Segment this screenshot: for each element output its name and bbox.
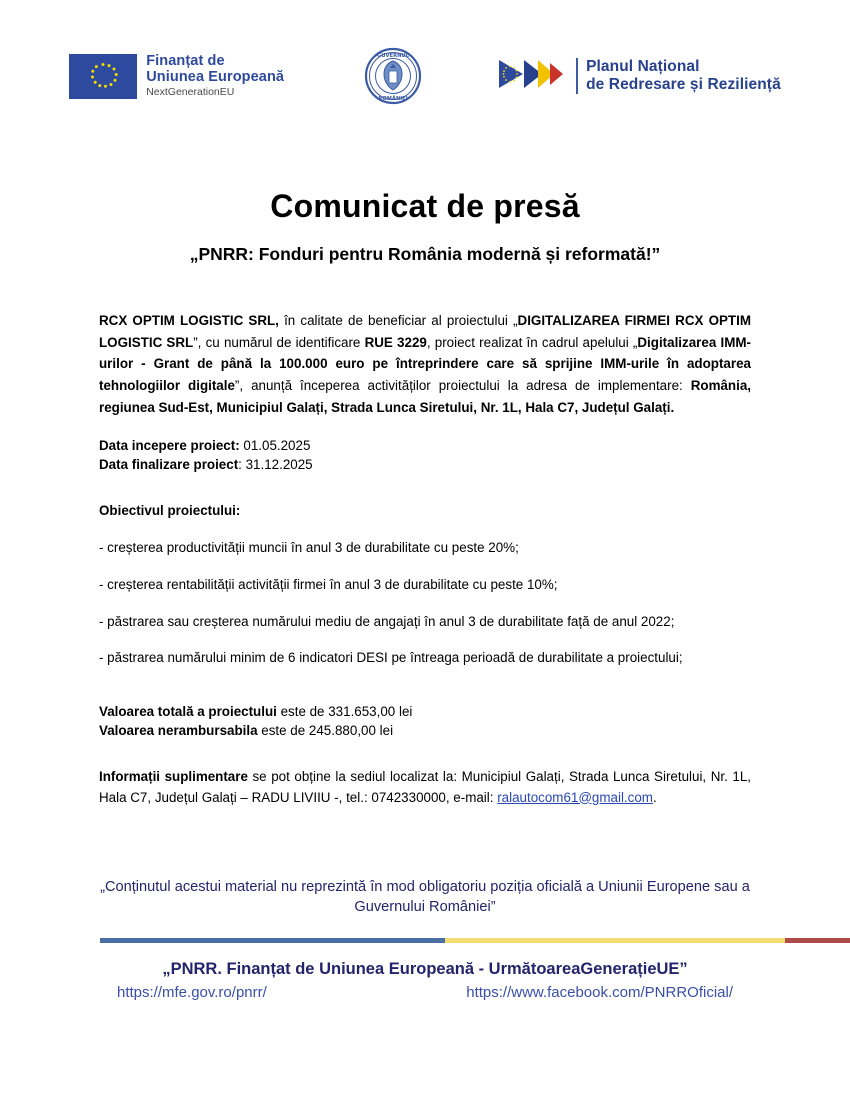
intro-text-4: ”, anunță începerea activităților proiectului la adresa de implementare:	[234, 378, 691, 394]
pnrr-logo-line2: de Redresare și Reziliență	[586, 76, 781, 93]
pnrr-logo	[497, 54, 781, 99]
page-title: Comunicat de presă	[270, 188, 580, 224]
beneficiary-name: RCX OPTIM LOGISTIC SRL,	[99, 313, 279, 328]
additional-info-block	[99, 767, 751, 809]
divider-segment-yellow	[445, 938, 785, 943]
divider-segment-red	[785, 938, 850, 943]
grant-value-amount: este de 245.880,00 lei	[257, 723, 394, 739]
european-union-flag-icon	[69, 54, 137, 99]
total-value-amount: este de 331.653,00 lei	[276, 703, 413, 719]
romanian-government-seal-icon	[364, 47, 422, 105]
eu-logo-line2: Uniunea Europeană	[146, 69, 285, 86]
objective-item: - creșterea productivității muncii în anul 3 de durabilitate cu peste 20%;	[99, 540, 519, 556]
additional-info-text-end: .	[652, 789, 657, 805]
objective-item: - creșterea rentabilității activității firmei în anul 3 de durabilitate cu peste 10%;	[99, 576, 558, 592]
additional-info-label: Informații suplimentare	[99, 768, 248, 784]
pnrr-logo-text	[576, 58, 781, 94]
footer-link-mfe[interactable]: https://mfe.gov.ro/pnrr/	[117, 984, 267, 1001]
document-body	[99, 310, 751, 808]
project-end-label: Data finalizare proiect	[99, 456, 239, 472]
project-end-date-line	[99, 455, 751, 474]
total-value-line	[99, 702, 751, 721]
footer-title: „PNRR. Finanțat de Uniunea Europeană - UrmătoareaGenerațieUE”	[162, 960, 688, 978]
rue-number: RUE 3229	[364, 334, 427, 350]
divider-segment-blue	[100, 938, 445, 943]
objectives-block	[99, 500, 751, 669]
eu-logo-text	[146, 53, 284, 99]
svg-text:GUVERNUL: GUVERNUL	[377, 53, 410, 59]
eu-logo-line1: Finanțat de	[146, 52, 225, 69]
intro-text-2: ”, cu numărul de identificare	[193, 334, 365, 350]
project-dates-block	[99, 436, 751, 475]
project-start-value: 01.05.2025	[239, 437, 311, 453]
grant-value-label: Valoarea nerambursabila	[99, 723, 258, 739]
project-name: DIGITALIZAREA FIRMEI RCX OPTIM LOGISTIC SRL	[99, 313, 751, 350]
project-start-date-line	[99, 436, 751, 455]
page-subtitle: „PNRR: Fonduri pentru România modernă și reformată!”	[189, 244, 661, 264]
additional-info-text: se pot obține la sediul localizat la: Municipiul Galați, Strada Lunca Siretului, Nr. 1L, Hala C7, Județul Galați – RADU LIVIIU -, tel.: 0742330000, e-mail:	[99, 768, 751, 805]
intro-text-1: în calitate de beneficiar al proiectului „	[278, 313, 518, 328]
call-name: Digitalizarea IMM-urilor - Grant de până la 100.000 euro pe întreprindere care să sprijine IMM-urile în adoptarea tehnologiilor digitale	[99, 334, 751, 394]
eu-funding-logo	[69, 53, 284, 99]
pnrr-chevrons-svg	[497, 54, 569, 94]
project-start-label: Data incepere proiect:	[99, 437, 240, 453]
objective-item: - păstrarea sau creșterea numărului mediu de angajați în anul 3 de durabilitate față de anul 2022;	[99, 613, 675, 629]
implementation-address: România, regiunea Sud-Est, Municipiul Galați, Strada Lunca Siretului, Nr. 1L, Hala C7, Județul Galați.	[99, 378, 751, 415]
svg-text:ROMÂNIEI: ROMÂNIEI	[378, 96, 408, 102]
footer-links	[99, 984, 751, 1001]
project-values-block	[99, 702, 751, 741]
objectives-heading: Obiectivul proiectului:	[99, 503, 241, 519]
intro-text-3: , proiect realizat în cadrul apelului „	[426, 334, 638, 350]
grant-value-line	[99, 721, 751, 740]
total-value-label: Valoarea totală a proiectului	[99, 703, 277, 719]
objective-item: - păstrarea numărului minim de 6 indicatori DESI pe întreaga perioadă de durabilitate a proiectului;	[99, 650, 683, 666]
eu-stars-circle-icon	[69, 54, 137, 99]
eu-logo-line3: NextGenerationEU	[146, 86, 235, 99]
tricolor-divider	[100, 938, 850, 943]
pnrr-logo-line1: Planul Național	[586, 58, 700, 76]
logo-header-bar	[0, 40, 850, 112]
footer-link-facebook[interactable]: https://www.facebook.com/PNRROficial/	[466, 984, 733, 1001]
pnrr-arrows-icon	[497, 54, 569, 99]
contact-email-link[interactable]: ralautocom61@gmail.com	[497, 789, 653, 805]
gov-seal-svg	[364, 47, 422, 105]
project-end-value: : 31.12.2025	[238, 456, 313, 472]
disclaimer-text: „Conținutul acestui material nu reprezintă în mod obligatoriu poziția oficială a Uniunii Europene sau a Guvernului României”	[100, 879, 750, 915]
intro-paragraph	[99, 310, 751, 419]
